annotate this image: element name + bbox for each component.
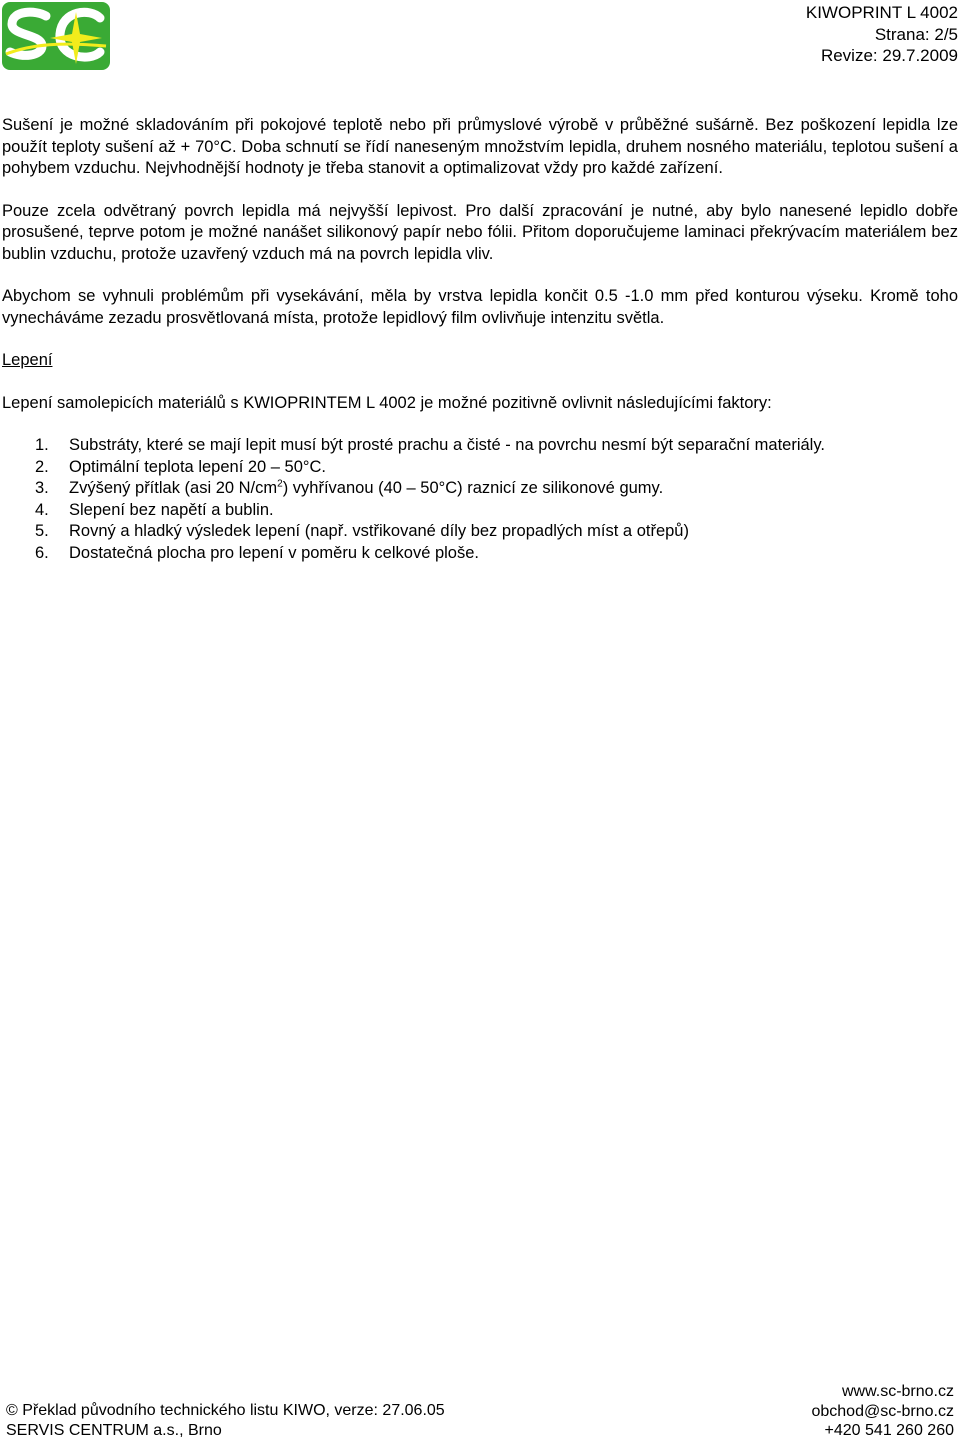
footer-company: SERVIS CENTRUM a.s., Brno <box>6 1421 222 1439</box>
sc-logo-graphic <box>2 2 110 70</box>
list-item-text: Rovný a hladký výsledek lepení (např. vstřikované díly bez propadlých míst a otřepů) <box>69 522 689 540</box>
list-item-text <box>69 478 663 500</box>
company-logo <box>2 2 110 70</box>
list-item-text-end: ) vyhřívanou (40 – 50°C) raznicí ze silikonové gumy. <box>282 479 664 497</box>
revision-date: Revize: 29.7.2009 <box>820 46 958 65</box>
footer-phone: +420 541 260 260 <box>824 1422 954 1439</box>
list-item-text: Slepení bez napětí a bublin. <box>69 500 274 519</box>
section-heading: Lepení <box>2 351 53 369</box>
product-name: KIWOPRINT L 4002 <box>805 3 958 22</box>
list-item <box>2 521 958 543</box>
factors-list <box>2 435 958 564</box>
list-item-number: 3. <box>35 479 49 497</box>
footer-left <box>6 1401 445 1440</box>
paragraph-drying: Sušení je možné skladováním při pokojové teplotě nebo při průmyslové výrobě v průběžné sušárně. Bez poškození lepidla lze použít teploty sušení až + 70°C. Doba schnutí se řídí naneseným množstvím lepidla, druhem nosného materiálu, teplotou sušení a pohybem vzduchu. Nejvhodnější hodnoty je třeba stanovit a optimalizovat vždy pro každé zařízení. <box>2 116 958 177</box>
list-item-text: Substráty, které se mají lepit musí být prosté prachu a čisté - na povrchu nesmí být separační materiály. <box>69 436 825 454</box>
list-item-text: Dostatečná plocha pro lepení v poměru k celkové ploše. <box>69 543 479 562</box>
list-item <box>2 478 958 500</box>
list-item <box>2 435 958 457</box>
page-number: Strana: 2/5 <box>874 24 958 44</box>
footer-email-link[interactable]: obchod@sc-brno.cz <box>811 1402 954 1420</box>
list-item <box>2 457 958 479</box>
footer-website-link[interactable]: www.sc-brno.cz <box>841 1383 954 1400</box>
list-item-number: 1. <box>35 436 49 454</box>
list-item <box>2 500 958 522</box>
list-item <box>2 543 958 565</box>
document-header-info <box>806 2 958 67</box>
list-item-number: 5. <box>35 522 49 540</box>
list-item-number: 6. <box>35 543 49 562</box>
footer-copyright: © Překlad původního technického listu KIWO, verze: 27.06.05 <box>6 1402 445 1419</box>
list-item-text-start: Zvýšený přítlak (asi 20 N/cm <box>69 479 278 497</box>
superscript: 2 <box>277 478 283 490</box>
paragraph-tack: Pouze zcela odvětraný povrch lepidla má nejvyšší lepivost. Pro další zpracování je nutné, aby bylo nanesené lepidlo dobře prosušené, teprve potom je možné nanášet silikonový papír nebo fólii. Přitom doporučujeme laminaci překrývacím materiálem bez bublin vzduchu, protože uzavřený vzduch má na povrch lepidla vliv. <box>2 201 958 263</box>
section-intro: Lepení samolepicích materiálů s KWIOPRINTEM L 4002 je možné pozitivně ovlivnit následujícími faktory: <box>2 393 772 412</box>
list-item-number: 2. <box>35 457 49 476</box>
footer-contacts <box>811 1382 954 1441</box>
list-item-text: Optimální teplota lepení 20 – 50°C. <box>69 457 327 476</box>
list-item-number: 4. <box>35 500 49 519</box>
document-body <box>2 115 958 564</box>
paragraph-die-cutting: Abychom se vyhnuli problémům při vysekávání, měla by vrstva lepidla končit 0.5 -1.0 mm před konturou výseku. Kromě toho vynecháváme zezadu prosvětlovaná místa, protože lepidlový film ovlivňuje intenzitu světla. <box>2 287 958 327</box>
